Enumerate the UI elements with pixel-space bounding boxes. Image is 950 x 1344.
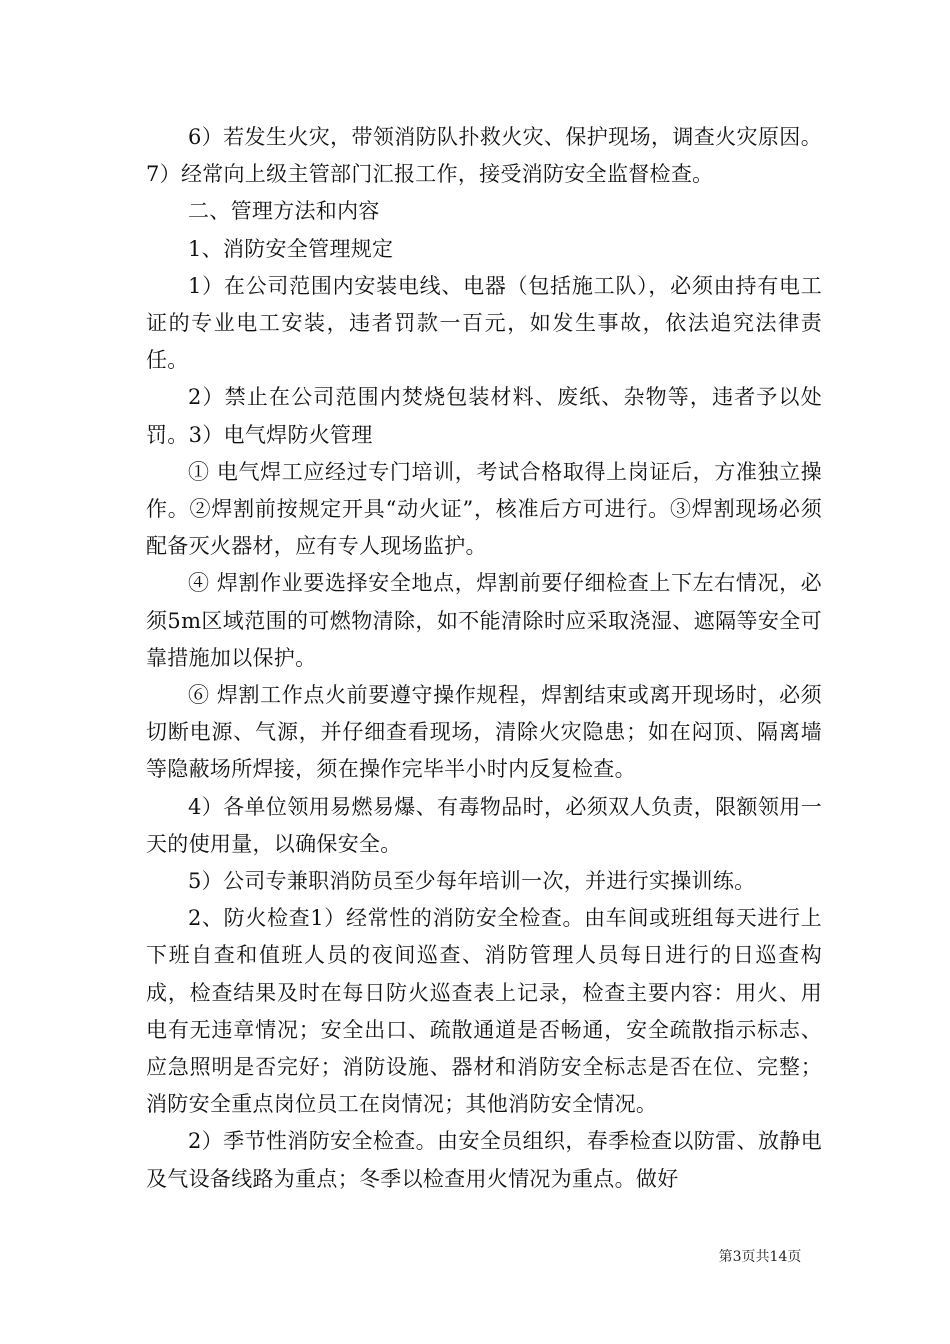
- paragraph-hazardous-materials: 4）各单位领用易燃易爆、有毒物品时，必须双人负责，限额领用一天的使用量，以确保安全。: [146, 794, 822, 856]
- paragraph-firefighter-training: 5）公司专兼职消防员至少每年培训一次，并进行实操训练。: [188, 869, 756, 894]
- heading-management-methods: 二、管理方法和内容: [188, 199, 380, 224]
- paragraph-welding-site-safety: ④ 焊割作业要选择安全地点，焊割前要仔细检查上下左右情况，必须5m区域范围的可燃物清除，如不能清除时应采取浇湿、遮隔等安全可靠措施加以保护。: [146, 571, 822, 670]
- paragraph-seasonal-inspection: 2）季节性消防安全检查。由安全员组织，春季检查以防雷、放静电及气设备线路为重点；冬季以检查用火情况为重点。做好: [146, 1129, 822, 1191]
- paragraph-welding-procedure: ⑥ 焊割工作点火前要遵守操作规程，焊割结束或离开现场时，必须切断电源、气源，并仔细查看现场，清除火灾隐患；如在闷顶、隔离墙等隐蔽场所焊接，须在操作完毕半小时内反复检查。: [146, 683, 822, 782]
- paragraph-welder-training: ① 电气焊工应经过专门培训，考试合格取得上岗证后，方准独立操作。②焊割前按规定开具“动火证”，核准后方可进行。③焊割现场必须配备灭火器材，应有专人现场监护。: [146, 459, 822, 559]
- page-number-footer: 第3页共14页: [718, 1249, 802, 1265]
- paragraph-no-burning: 2）禁止在公司范围内焚烧包装材料、废纸、杂物等，违者予以处罚。3）电气焊防火管理: [146, 385, 822, 447]
- heading-fire-safety-rules: 1、消防安全管理规定: [188, 236, 394, 261]
- paragraph-electrical-installation: 1）在公司范围内安装电线、电器（包括施工队），必须由持有电工证的专业电工安装，违者罚款一百元，如发生事故，依法追究法律责任。: [146, 273, 822, 373]
- paragraph-routine-inspection: 2、防火检查1）经常性的消防安全检查。由车间或班组每天进行上下班自查和值班人员的夜间巡查、消防管理人员每日进行的日巡查构成，检查结果及时在每日防火巡查表上记录，检查主要内容：用火、用电有无违章情况；安全出口、疏散通道是否畅通，安全疏散指示标志、应急照明是否完好；消防设施、器材和消防安全标志是否在位、完整；消防安全重点岗位员工在岗情况；其他消防安全情况。: [146, 906, 822, 1117]
- document-body: [146, 119, 822, 1198]
- paragraph-fire-response: 6）若发生火灾，带领消防队扑救火灾、保护现场，调查火灾原因。7）经常向上级主管部门汇报工作，接受消防安全监督检查。: [146, 125, 822, 187]
